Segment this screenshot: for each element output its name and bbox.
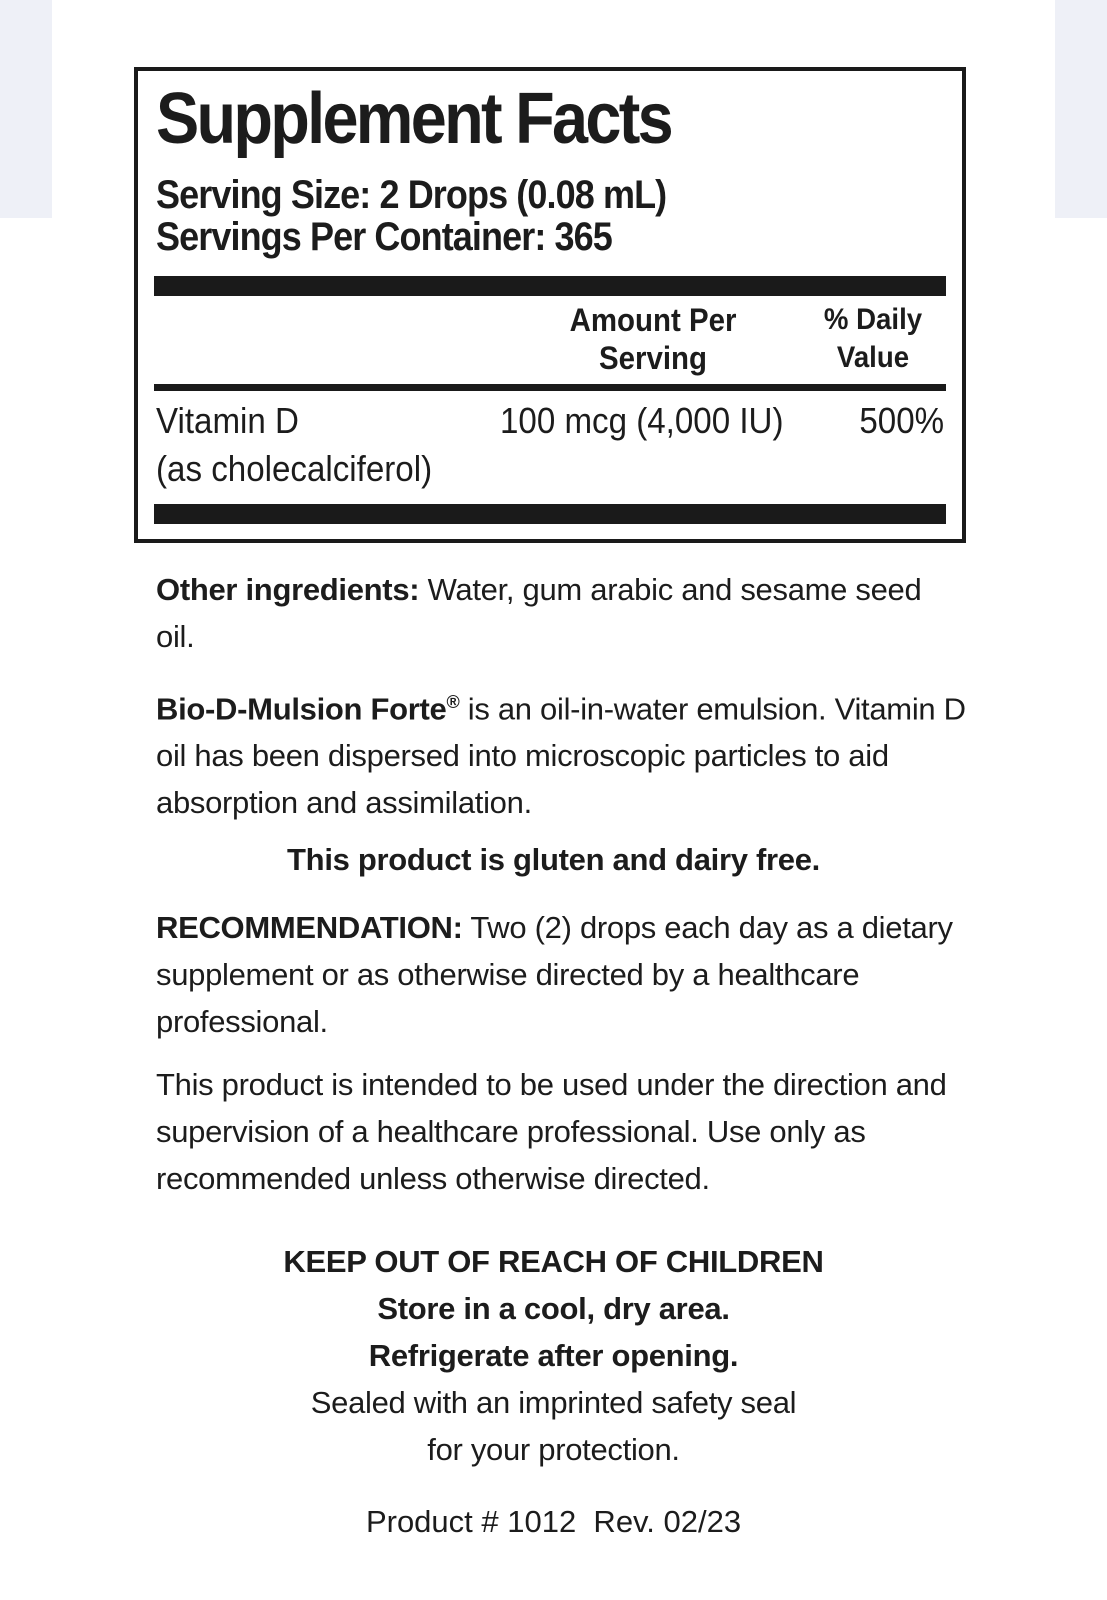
facts-title: Supplement Facts [156,79,671,159]
safety-seal-line1: Sealed with an imprinted safety seal [310,1385,797,1420]
amount-header-line1: Amount Per [569,302,737,338]
refrigerate-instruction: Refrigerate after opening. [368,1338,739,1373]
header-divider [154,384,946,391]
thick-divider-top [154,276,946,296]
left-side-panel [0,0,52,218]
dv-header-line2: Value [836,341,910,374]
storage-warnings [0,1238,1107,1473]
storage-instruction: Store in a cool, dry area. [377,1291,730,1326]
registered-mark: ® [446,692,460,712]
emulsion-body: is an oil-in-water emulsion. Vitamin D oil has been dispersed into microscopic particles to aid absorption and assimilation. [156,691,966,821]
supplement-facts-panel [134,67,966,543]
intended-use-note: This product is intended to be used under the direction and supervision of a healthcare professional. Use only as recommended unless otherwise directed. [156,1067,947,1196]
gluten-dairy-free-note: This product is gluten and dairy free. [287,842,820,877]
nutrient-name: Vitamin D [156,400,299,441]
other-ingredients [156,566,966,660]
recommendation-label: RECOMMENDATION: [156,910,463,945]
other-ingredients-body: Water, gum arabic and sesame seed oil. [156,572,922,654]
daily-value-header [804,301,942,377]
nutrient-daily-value: 500% [859,400,944,441]
serving-size: Serving Size: 2 Drops (0.08 mL) [156,173,667,217]
recommendation [156,904,966,1045]
dv-header-line1: % Daily [823,303,923,336]
emulsion-description [156,679,966,826]
product-number: Product # 1012 Rev. 02/23 [365,1504,742,1539]
servings-per-container: Servings Per Container: 365 [156,215,612,259]
thick-divider-bottom [154,504,946,524]
safety-seal-line2: for your protection. [427,1432,680,1467]
right-side-panel [1055,0,1107,218]
children-warning: KEEP OUT OF REACH OF CHILDREN [283,1244,824,1279]
amount-per-serving-header [547,301,759,377]
nutrient-amount: 100 mcg (4,000 IU) [500,400,784,441]
nutrient-form: (as cholecalciferol) [156,448,433,489]
other-ingredients-label: Other ingredients: [156,572,420,607]
amount-header-line2: Serving [599,340,707,376]
product-name: Bio-D-Mulsion Forte [156,691,447,727]
recommendation-body: Two (2) drops each day as a dietary supplement or as otherwise directed by a healthcare professional. [156,910,953,1039]
